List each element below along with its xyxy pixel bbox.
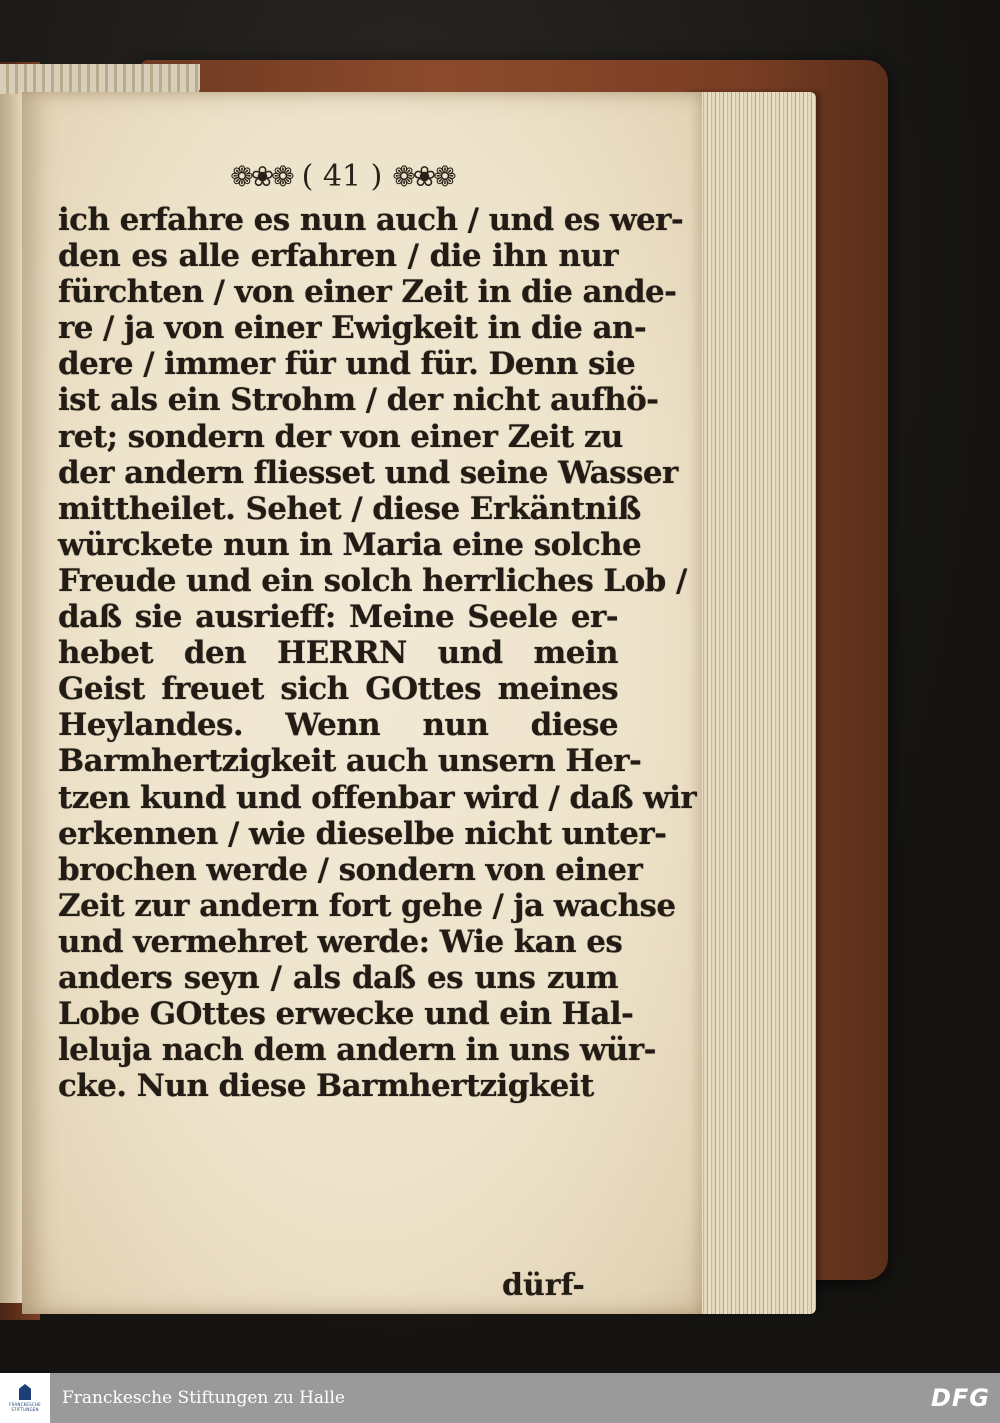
ornament-right-icon: ❁❀❁ <box>392 159 454 193</box>
text-line: anders seyn / als daß es uns zum <box>58 959 618 996</box>
body-text <box>58 202 697 1105</box>
text-line: leluja nach dem andern in uns wür- <box>58 1032 656 1069</box>
text-line: mittheilet. Sehet / diese Erkäntniß <box>58 490 641 527</box>
text-line: erkennen / wie dieselbe nicht unter- <box>58 815 667 852</box>
franckesche-logo[interactable] <box>0 1373 50 1423</box>
text-line: Zeit zur andern fort gehe / ja wachse <box>58 887 676 924</box>
text-line: dere / immer für und für. Denn sie <box>58 346 636 383</box>
text-line: Barmhertzigkeit auch unsern Her- <box>58 743 642 780</box>
building-icon <box>19 1384 31 1400</box>
ornament-left-icon: ❁❀❁ <box>230 159 292 193</box>
text-line: brochen werde / sondern von einer <box>58 851 643 888</box>
catchword: dürf- <box>502 1268 585 1303</box>
text-line: würckete nun in Maria eine solche <box>58 526 642 563</box>
text-line: ich erfahre es nun auch / und es wer- <box>58 202 684 238</box>
page-header <box>222 156 462 196</box>
text-line: cke. Nun diese Barmhertzigkeit <box>58 1068 594 1105</box>
text-line: Heylandes. Wenn nun diese <box>58 707 618 744</box>
text-line: fürchten / von einer Zeit in die ande- <box>58 274 677 311</box>
logo-text: FRANCKESCHE STIFTUNGEN <box>9 1402 41 1412</box>
text-line: Geist freuet sich GOttes meines <box>58 671 618 708</box>
viewer-footer <box>0 1373 1000 1423</box>
text-line: und vermehret werde: Wie kan es <box>58 923 623 960</box>
text-line: tzen kund und offenbar wird / daß wir <box>58 779 697 816</box>
headband <box>0 64 200 94</box>
institution-name: Franckesche Stiftungen zu Halle <box>62 1388 345 1408</box>
text-line: Lobe GOttes erwecke und ein Hal- <box>58 996 634 1033</box>
book-page <box>22 92 702 1314</box>
page-stack <box>684 92 816 1314</box>
text-line: Freude und ein solch herrliches Lob / <box>58 562 687 599</box>
text-line: hebet den HERRN und mein <box>58 635 618 672</box>
text-line: den es alle erfahren / die ihn nur <box>58 238 618 275</box>
text-line: daß sie ausrieff: Meine Seele er- <box>58 599 618 636</box>
text-line: re / ja von einer Ewigkeit in die an- <box>58 310 647 347</box>
page-number: ( 41 ) <box>301 158 383 194</box>
dfg-logo[interactable]: DFG <box>930 1384 990 1412</box>
text-line: ist als ein Strohm / der nicht aufhö- <box>58 382 659 419</box>
text-line: ret; sondern der von einer Zeit zu <box>58 418 623 455</box>
text-line: der andern fliesset und seine Wasser <box>58 454 678 491</box>
